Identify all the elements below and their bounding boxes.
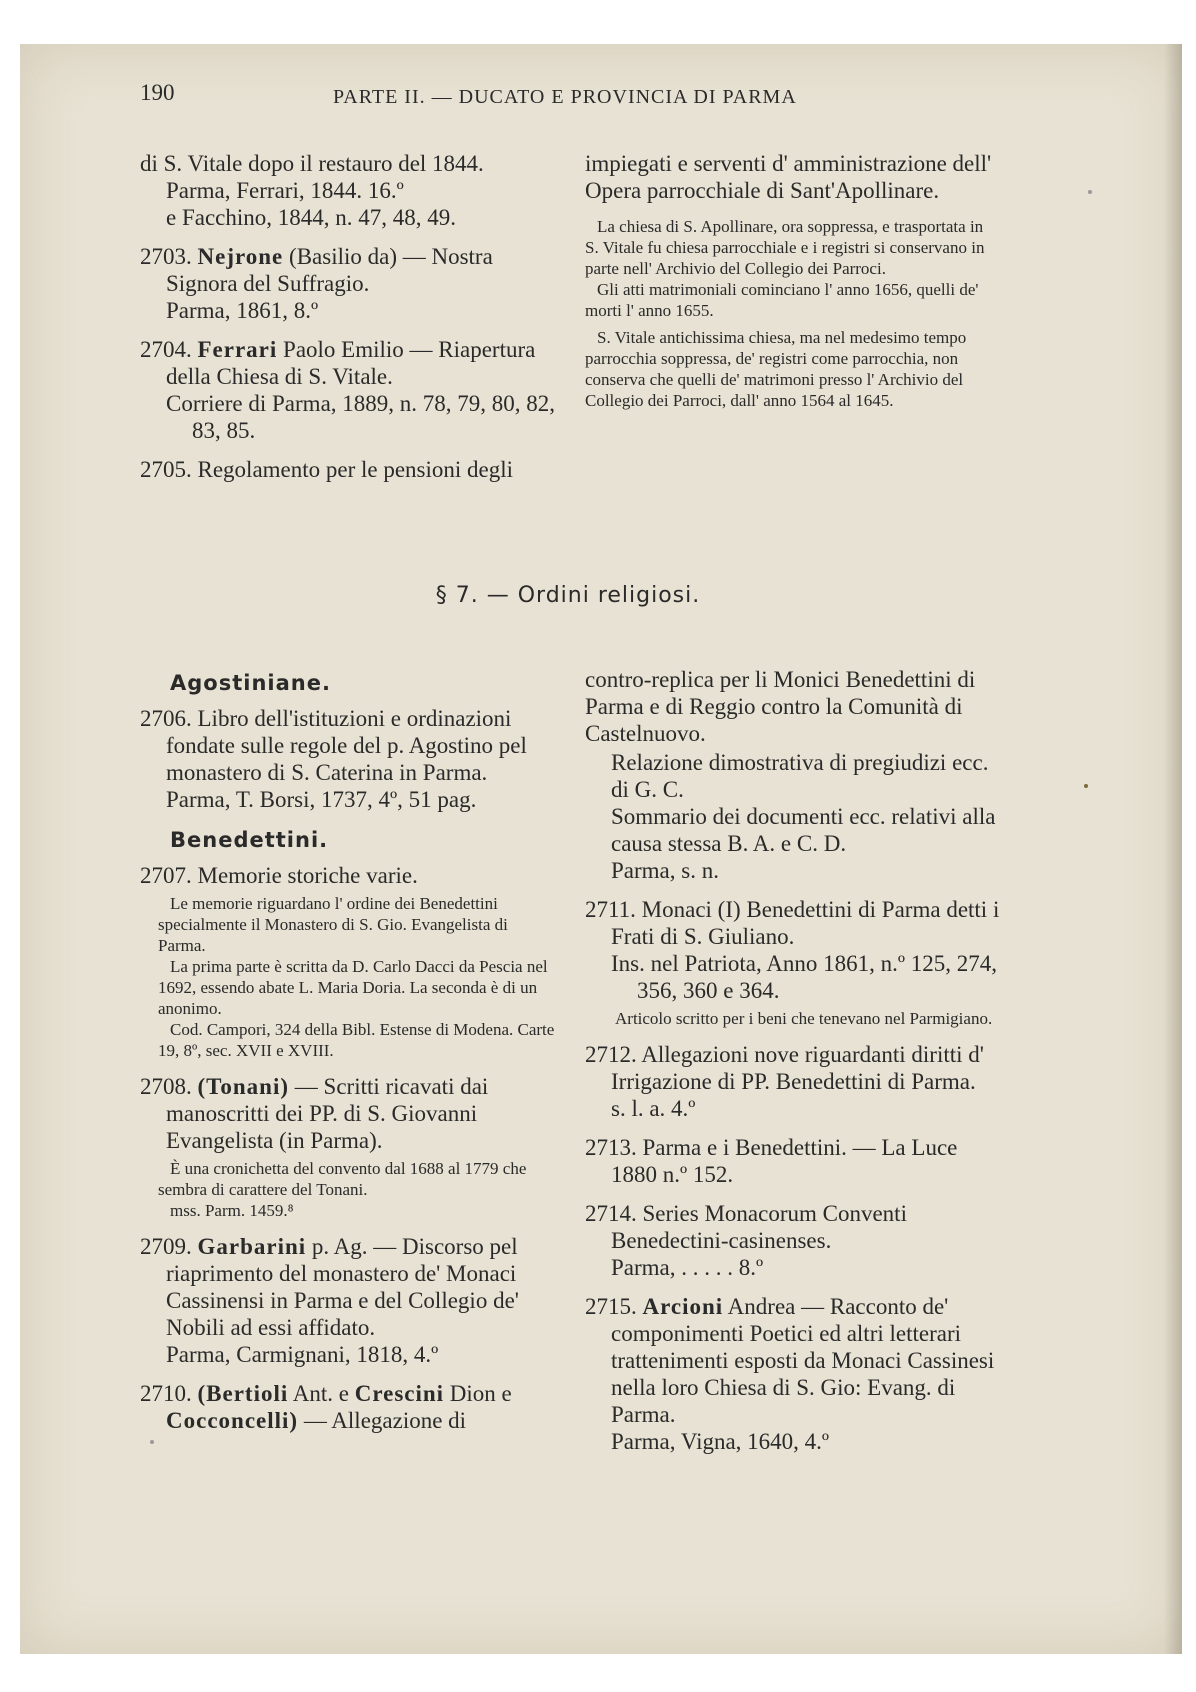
page-edge-shadow (1164, 44, 1182, 1654)
entry-number: 2711. (585, 897, 636, 922)
entry-2706 (140, 705, 558, 813)
entry-title: Paolo Emilio — Riapertura della Chiesa di S. Vitale. (166, 337, 536, 389)
note-paragraph: Gli atti matrimoniali cominciano l' anno 1656, quelli de' morti l' anno 1655. (585, 280, 979, 320)
continuation-entry (585, 150, 1000, 204)
note-paragraph: Le memorie riguardano l' ordine dei Benedettini specialmente il Monastero di S. Gio. Evangelista di Parma. (158, 894, 508, 955)
entry-title: Regolamento per le pensioni degli (197, 457, 514, 482)
paper-speck (1088, 190, 1092, 194)
note-block (585, 216, 1000, 411)
entry-2705 (140, 456, 558, 483)
entry-number: 2708. (140, 1074, 192, 1099)
entry-2712 (585, 1041, 1000, 1122)
group-heading: Agostiniane. (170, 671, 331, 695)
entry-2715 (585, 1293, 1000, 1455)
entry-author: Garbarini (197, 1234, 307, 1259)
entry-text: Ant. e (288, 1381, 355, 1406)
entry-number: 2706. (140, 706, 192, 731)
entry-number: 2715. (585, 1294, 637, 1319)
entry-2713 (585, 1134, 1000, 1188)
continuation-imprint: Parma, Ferrari, 1844. 16.º (166, 178, 404, 203)
note-paragraph: Articolo scritto per i beni che tenevano nel Parmigiano. (615, 1009, 993, 1028)
entry-imprint: Parma, Vigna, 1640, 4.º (611, 1429, 830, 1454)
continuation-text: impiegati e serventi d' amministrazione dell' Opera parrocchiale di Sant'Apollinare. (585, 151, 992, 203)
entry-number: 2709. (140, 1234, 192, 1259)
entry-2710 (140, 1380, 558, 1434)
entry-number: 2712. (585, 1042, 637, 1067)
note-paragraph: È una cronichetta del convento dal 1688 al 1779 che sembra di carattere del Tonani. (158, 1159, 527, 1199)
note-paragraph: Cod. Campori, 324 della Bibl. Estense di Modena. Carte 19, 8º, sec. XVII e XVIII. (158, 1020, 555, 1060)
entry-text: Dion e (444, 1381, 512, 1406)
entry-title: Allegazioni nove riguardanti diritti d' Irrigazione di PP. Benedettini di Parma. (611, 1042, 984, 1094)
entry-title: — Scritti ricavati dai manoscritti dei PP. di S. Giovanni Evangelista (in Parma). (166, 1074, 489, 1153)
continuation-entry (140, 150, 558, 231)
entry-author: (Tonani) (197, 1074, 290, 1099)
paper-speck (1084, 784, 1088, 788)
entry-number: 2710. (140, 1381, 192, 1406)
note-block (585, 1008, 1000, 1029)
entry-author: Ferrari (197, 337, 278, 362)
note-block (140, 893, 558, 1061)
paper-speck (150, 1440, 154, 1444)
note-paragraph: La prima parte è scritta da D. Carlo Dacci da Pescia nel 1692, essendo abate L. Maria Doria. La seconda è di un anonimo. (158, 957, 548, 1018)
entry-title: Parma e i Benedettini. — La Luce 1880 n.º 152. (611, 1135, 958, 1187)
continuation-entry (585, 666, 1000, 747)
entry-title: (Basilio da) — Nostra Signora del Suffragio. (166, 244, 493, 296)
entry-2711 (585, 896, 1000, 1029)
entry-imprint: Ins. nel Patriota, Anno 1861, n.º 125, 274, 356, 360 e 364. (611, 951, 997, 1003)
entry-number: 2713. (585, 1135, 637, 1160)
group-heading: Benedettini. (170, 828, 329, 852)
continuation-line: Relazione dimostrativa di pregiudizi ecc. di G. C. (611, 750, 989, 802)
continuation-imprint: Parma, s. n. (611, 858, 719, 883)
entry-author: (Bertioli (197, 1381, 289, 1406)
entry-title: Memorie storiche varie. (197, 863, 418, 888)
entry-number: 2714. (585, 1201, 637, 1226)
entry-2709 (140, 1233, 558, 1368)
entry-imprint: Parma, 1861, 8.º (166, 298, 319, 323)
note-paragraph: La chiesa di S. Apollinare, ora soppressa, e trasportata in S. Vitale fu chiesa parrocchiale e i registri si conservano in parte nell' Archivio del Collegio dei Parroci. (585, 217, 985, 278)
continuation-imprint-2: e Facchino, 1844, n. 47, 48, 49. (166, 205, 457, 230)
entry-title: p. Ag. — Discorso pel riaprimento del monastero de' Monaci Cassinensi in Parma e del Collegio de' Nobili ad essi affidato. (166, 1234, 519, 1340)
running-title: PARTE II. — DUCATO E PROVINCIA DI PARMA (333, 86, 797, 108)
entry-author: Arcioni (642, 1294, 724, 1319)
bottom-right-column (585, 666, 1000, 1467)
entry-imprint: Parma, Carmignani, 1818, 4.º (166, 1342, 439, 1367)
page-number: 190 (140, 80, 175, 105)
entry-2703 (140, 243, 558, 324)
entry-number: 2704. (140, 337, 192, 362)
continuation-line: Sommario dei documenti ecc. relativi alla causa stessa B. A. e C. D. (611, 804, 996, 856)
continuation-text: contro-replica per li Monici Benedettini di Parma e di Reggio contro la Comunità di Castelnuovo. (585, 667, 976, 746)
section-heading (0, 583, 1196, 608)
entry-number: 2703. (140, 244, 192, 269)
continuation-line: di S. Vitale dopo il restauro del 1844. (140, 151, 484, 176)
entry-author: Crescini (354, 1381, 445, 1406)
note-paragraph: S. Vitale antichissima chiesa, ma nel medesimo tempo parrocchia soppressa, de' registri come parrocchia, non conserva che quelli de' matrimoni presso l' Archivio del Collegio dei Parroci, dall' anno 1564 al 1645. (585, 328, 967, 410)
entry-title: Andrea — Racconto de' componimenti Poetici ed altri letterari trattenimenti esposti da Monaci Cassinesi nella loro Chiesa di S. Gio: Evang. di Parma. (611, 1294, 995, 1427)
note-paragraph: mss. Parm. 1459.⁸ (170, 1201, 294, 1220)
entry-title: Monaci (I) Benedettini di Parma detti i Frati di S. Giuliano. (611, 897, 1000, 949)
top-left-column (140, 150, 558, 495)
entry-imprint: Corriere di Parma, 1889, n. 78, 79, 80, 82, 83, 85. (166, 391, 556, 443)
entry-2707 (140, 862, 558, 1061)
entry-title: Series Monacorum Conventi Benedectini-casinenses. (611, 1201, 907, 1253)
entry-imprint: Parma, T. Borsi, 1737, 4º, 51 pag. (166, 787, 477, 812)
entry-author: Cocconcelli) (166, 1408, 299, 1433)
entry-imprint: s. l. a. 4.º (611, 1096, 696, 1121)
bottom-left-column (140, 666, 558, 1446)
entry-2704 (140, 336, 558, 444)
entry-number: 2707. (140, 863, 192, 888)
section-heading-text: § 7. — Ordini religiosi. (435, 583, 701, 608)
entry-imprint: Parma, . . . . . 8.º (611, 1255, 764, 1280)
top-right-column (585, 150, 1000, 417)
note-block (140, 1158, 558, 1221)
entry-2708 (140, 1073, 558, 1221)
entry-title: Libro dell'istituzioni e ordinazioni fondate sulle regole del p. Agostino pel monastero di S. Caterina in Parma. (166, 706, 527, 785)
entry-2714 (585, 1200, 1000, 1281)
entry-title: — Allegazione di (298, 1408, 467, 1433)
entry-number: 2705. (140, 457, 192, 482)
entry-author: Nejrone (197, 244, 284, 269)
